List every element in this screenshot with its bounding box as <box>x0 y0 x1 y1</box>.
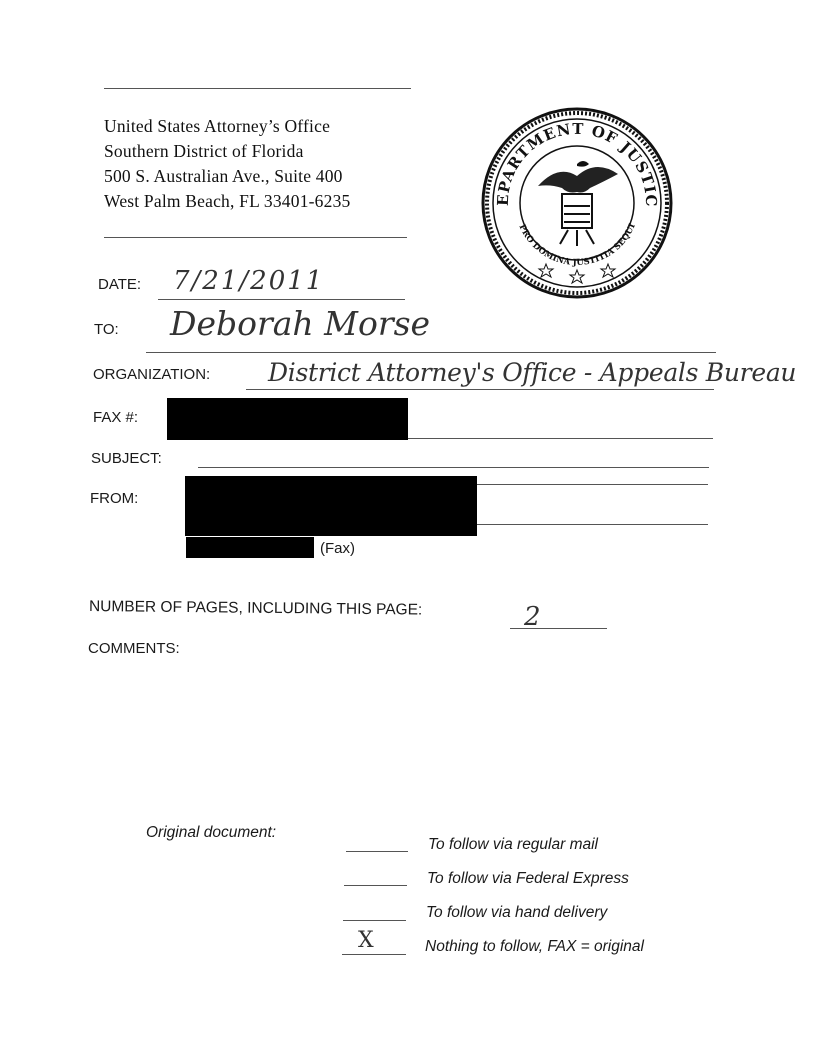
date-value: 7/21/2011 <box>173 266 325 296</box>
doj-seal <box>478 104 676 302</box>
option-text: To follow via hand delivery <box>426 904 608 921</box>
option-blank-line <box>346 851 408 852</box>
option-text: Nothing to follow, FAX = original <box>425 938 644 955</box>
original-document-label: Original document: <box>146 824 277 841</box>
from-redaction <box>185 476 477 536</box>
to-value: Deborah Morse <box>170 304 431 343</box>
fax-suffix: (Fax) <box>320 540 355 557</box>
option-blank-line <box>343 920 406 921</box>
fax-number-redaction <box>186 537 314 558</box>
subject-line <box>198 467 709 468</box>
option-blank-line <box>342 954 406 955</box>
option-blank-line <box>344 885 407 886</box>
pages-value: 2 <box>524 602 541 632</box>
to-line <box>146 352 716 353</box>
office-city: West Palm Beach, FL 33401-6235 <box>104 191 351 211</box>
pages-label: NUMBER OF PAGES, INCLUDING THIS PAGE: <box>88 598 423 619</box>
option-text: To follow via regular mail <box>428 836 599 853</box>
fax-label: FAX #: <box>93 409 139 426</box>
organization-label: ORGANIZATION: <box>93 366 211 383</box>
seal-top-text: EPARTMENT OF JUSTIC <box>493 119 661 208</box>
header-bottom-rule <box>104 237 407 238</box>
date-line <box>158 299 405 300</box>
office-name: United States Attorney’s Office <box>104 116 331 136</box>
office-street: 500 S. Australian Ave., Suite 400 <box>104 166 343 186</box>
from-line-2 <box>477 524 708 525</box>
organization-line <box>246 389 714 390</box>
eagle-icon <box>538 161 618 246</box>
fax-redaction <box>167 398 408 440</box>
subject-label: SUBJECT: <box>91 450 162 467</box>
office-address <box>104 114 350 214</box>
comments-label: COMMENTS: <box>88 640 180 657</box>
from-label: FROM: <box>90 490 139 507</box>
date-label: DATE: <box>98 276 142 293</box>
header-top-rule <box>104 88 411 89</box>
pages-line <box>510 628 607 629</box>
organization-value: District Attorney's Office - Appeals Bureau <box>268 358 797 387</box>
office-district: Southern District of Florida <box>104 141 304 161</box>
option-text: To follow via Federal Express <box>427 870 629 887</box>
to-label: TO: <box>94 321 119 338</box>
seal-bottom-text: PRO DOMINA JUSTITIA SEQUI <box>516 222 638 269</box>
option-mark: X <box>358 928 374 953</box>
fax-line <box>408 438 713 439</box>
from-line-1 <box>477 484 708 485</box>
